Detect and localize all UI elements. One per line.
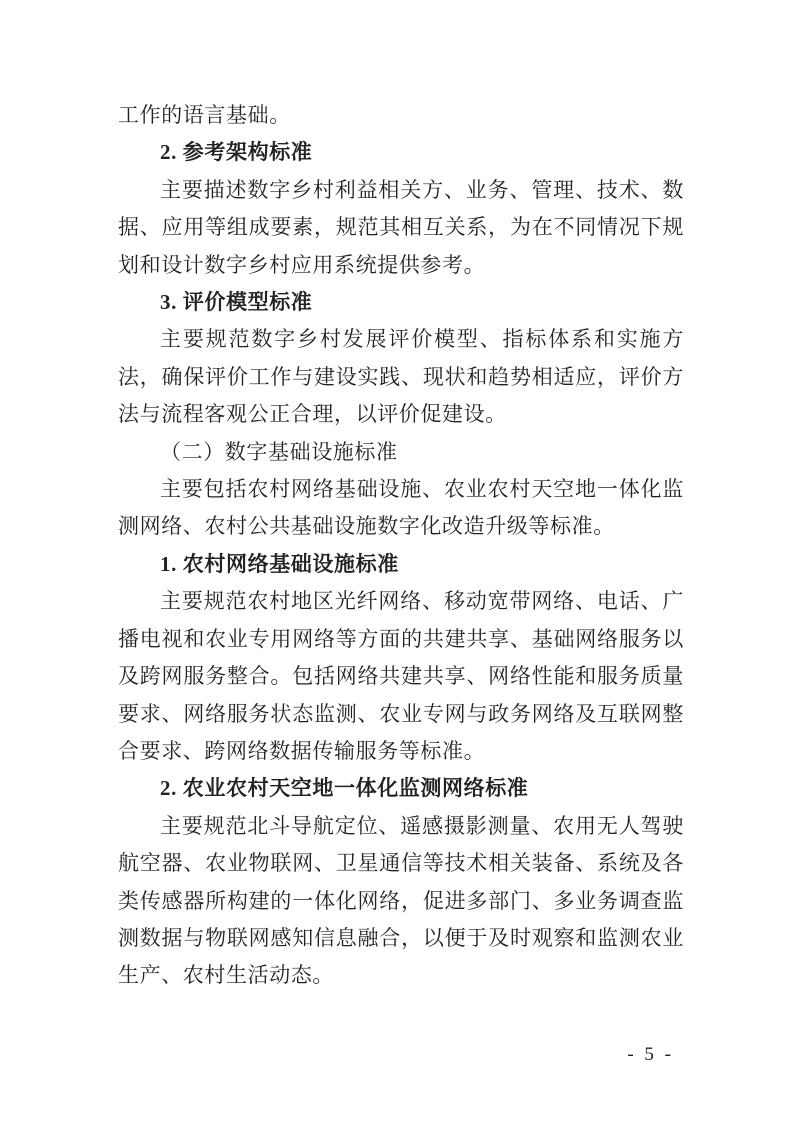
numbered-heading: 1. 农村网络基础设施标准	[160, 551, 399, 576]
numbered-heading: 3. 评价模型标准	[160, 290, 313, 315]
paragraph: 主要规范北斗导航定位、遥感摄影测量、农用无人驾驶航空器、农业物联网、卫星通信等技术相关装备、系统及各类传感器所构建的一体化网络，促进多部门、多业务调查监测数据与物联网感知信息融合，以便于及时观察和监测农业生产、农村生活动态。	[118, 813, 684, 988]
page-number: - 5 -	[627, 1044, 674, 1065]
sub-section-heading: （二）数字基础设施标准	[160, 439, 398, 464]
numbered-heading: 2. 农业农村天空地一体化监测网络标准	[160, 776, 529, 801]
document-body	[118, 97, 684, 995]
paragraph-continued: 工作的语言基础。	[118, 103, 291, 127]
paragraph: 主要描述数字乡村利益相关方、业务、管理、技术、数据、应用等组成要素，规范其相互关系，为在不同情况下规划和设计数字乡村应用系统提供参考。	[118, 177, 684, 277]
paragraph: 主要规范数字乡村发展评价模型、指标体系和实施方法，确保评价工作与建设实践、现状和趋势相适应，评价方法与流程客观公正合理，以评价促建设。	[118, 327, 684, 427]
numbered-heading: 2. 参考架构标准	[160, 140, 313, 165]
paragraph: 主要规范农村地区光纤网络、移动宽带网络、电话、广播电视和农业专用网络等方面的共建共享、基础网络服务以及跨网服务整合。包括网络共建共享、网络性能和服务质量要求、网络服务状态监测、农业专网与政务网络及互联网整合要求、跨网络数据传输服务等标准。	[118, 589, 684, 763]
paragraph: 主要包括农村网络基础设施、农业农村天空地一体化监测网络、农村公共基础设施数字化改造升级等标准。	[118, 477, 684, 539]
